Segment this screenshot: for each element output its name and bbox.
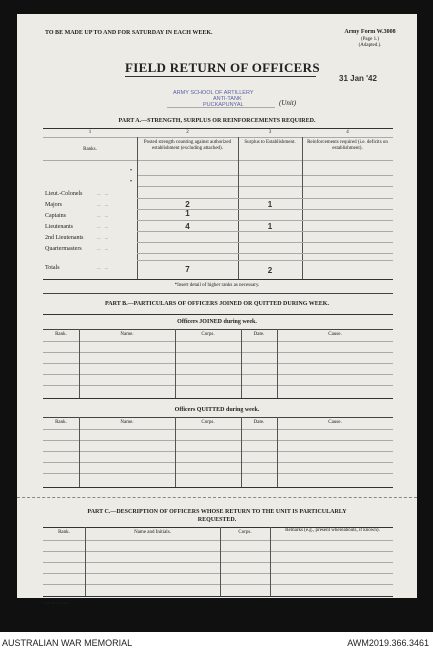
rank-lieutenants: Lieutenants [45, 224, 73, 230]
leader-dots: ... ... [97, 203, 109, 208]
leader-dots: ... ... [97, 247, 109, 252]
quitted-col-rank: Rank. [55, 420, 67, 425]
quitted-row-rule [43, 440, 393, 441]
row-rule [137, 198, 393, 199]
surplus-lieutenants: 1 [267, 222, 273, 231]
joined-col-rank: Rank. [55, 332, 67, 337]
rank-2nd-lieutenants: 2nd Lieutenants [45, 235, 84, 241]
accession-number: AWM2019.366.3461 [347, 638, 429, 648]
surplus-majors: 1 [267, 200, 273, 209]
quitted-row-rule [43, 473, 393, 474]
partc-row-rule [43, 573, 393, 574]
joined-header-top [43, 329, 393, 330]
joined-row-rule [43, 363, 393, 364]
posted-lieutenants: 4 [185, 222, 190, 231]
leader-dots: ... ... [97, 225, 109, 230]
row-rule [137, 220, 393, 221]
joined-col-cause: Cause. [328, 332, 342, 337]
quitted-bottom-rule [43, 487, 393, 488]
partc-row-rule [43, 584, 393, 585]
quitted-row-rule [43, 451, 393, 452]
col1-number: 1 [88, 130, 92, 135]
joined-col-corps: Corps. [201, 332, 215, 337]
unit-label: (Unit) [279, 99, 297, 107]
form-instruction: TO BE MADE UP TO AND FOR SATURDAY IN EACH WEEK. [45, 30, 213, 36]
joined-row-rule [43, 374, 393, 375]
joined-divider [241, 329, 242, 398]
total-surplus: 2 [267, 266, 273, 275]
joined-col-name: Name. [120, 332, 134, 337]
partc-col-corps: Corps. [238, 530, 252, 535]
joined-title: Officers JOINED during week. [177, 319, 257, 325]
part-a-title: PART A.—STRENGTH, SURPLUS OR REINFORCEMENTS REQUIRED. [118, 118, 316, 124]
joined-header-rule [43, 341, 393, 342]
part-c-title-line2: REQUESTED. [197, 517, 237, 523]
quitted-col-corps: Corps. [201, 420, 215, 425]
row-rule [137, 260, 393, 261]
joined-row-rule [43, 352, 393, 353]
partc-header-rule [43, 540, 393, 541]
asterisk-2: • [130, 179, 133, 185]
joined-bottom-rule [43, 398, 393, 399]
partc-col-remarks: Remarks (e.g., present whereabouts, if known). [285, 528, 380, 533]
rank-majors: Majors [45, 202, 62, 208]
row-rule [137, 253, 393, 254]
quitted-col-name: Name. [120, 420, 134, 425]
quitted-divider [277, 417, 278, 487]
posted-majors: 2 [185, 200, 190, 209]
row-rule [137, 231, 393, 232]
joined-divider [277, 329, 278, 398]
col3-number: 3 [268, 130, 272, 135]
form-page-label: (Page 1.) [360, 37, 380, 42]
form-title: FIELD RETURN OF OFFICERS [125, 60, 320, 75]
posted-captains: 1 [185, 209, 190, 218]
quitted-col-cause: Cause. [328, 420, 342, 425]
unit-stamp-line2: ANTI-TANK [213, 96, 242, 102]
star-row-rule-2 [137, 186, 393, 187]
form-number: Army Form W.3008 [344, 29, 396, 35]
partc-row-rule [43, 562, 393, 563]
leader-dots: ... ... [97, 236, 109, 241]
partc-col-rank: Rank. [58, 530, 70, 535]
joined-divider [175, 329, 176, 398]
star-row-rule-1 [137, 175, 393, 176]
partc-divider [85, 527, 86, 596]
part-b-top-rule [43, 293, 393, 294]
rank-quartermasters: Quartermasters [45, 246, 82, 252]
partc-divider [220, 527, 221, 596]
col-header-surplus: Surplus to Establishment. [244, 140, 296, 145]
part-c-title-line1: PART C.—DESCRIPTION OF OFFICERS WHOSE RETURN TO THE UNIT IS PARTICULARLY [87, 509, 347, 515]
form-page [17, 14, 417, 605]
partc-divider [270, 527, 271, 596]
col-header-ranks: Ranks. [83, 147, 97, 152]
title-underline [125, 76, 316, 77]
joined-divider [79, 329, 80, 398]
form-adapted-label: (Adapted.). [358, 43, 382, 48]
quitted-divider [175, 417, 176, 487]
leader-dots: ... ... [97, 214, 109, 219]
totals-label: Totals [45, 265, 60, 271]
col-divider-3 [302, 137, 303, 279]
unit-stamp-line1: ARMY SCHOOL OF ARTILLERY [173, 90, 254, 96]
part-a-bottom-rule [43, 279, 393, 280]
col2-number: 2 [186, 130, 189, 135]
partc-col-name: Name and Initials. [134, 530, 171, 535]
part-a-note: *Insert detail of higher ranks as necessary. [174, 283, 260, 288]
asterisk-1: • [130, 168, 133, 174]
col-header-posted: Posted strength counting against authorized establishment (excluding attached). [143, 140, 232, 151]
col-header-reinforcements: Reinforcements required (i.e. deficits on establishment). [307, 140, 388, 151]
quitted-divider [79, 417, 80, 487]
quitted-col-date: Date. [253, 420, 265, 425]
header-rule [43, 160, 393, 161]
joined-col-date: Date. [253, 332, 265, 337]
partc-row-rule [43, 551, 393, 552]
rank-captains: Captains [45, 213, 66, 219]
leader-dots: ... ... [97, 192, 109, 197]
col4-number: 4 [346, 130, 349, 135]
part-b-title-rule [43, 314, 393, 315]
archive-name: AUSTRALIAN WAR MEMORIAL [2, 638, 133, 648]
leader-dots: ... ... [97, 266, 109, 271]
archive-footer [0, 632, 433, 653]
part-b-title: PART B.—PARTICULARS OF OFFICERS JOINED OR QUITTED DURING WEEK. [105, 301, 329, 307]
unit-underline [167, 107, 275, 108]
row-rule [137, 242, 393, 243]
col-number-rule [43, 137, 393, 138]
quitted-header-rule [43, 429, 393, 430]
print-code: A.W. 70t 5/41 6/41 [43, 601, 70, 605]
quitted-row-rule [43, 462, 393, 463]
perforation-line [17, 497, 417, 498]
part-c-bottom-rule [43, 596, 393, 597]
return-date: 31 Jan '42 [339, 74, 377, 83]
unit-stamp-line3: PUCKAPUNYAL [203, 102, 244, 108]
quitted-title: Officers QUITTED during week. [174, 407, 260, 413]
quitted-header-top [43, 417, 393, 418]
quitted-divider [241, 417, 242, 487]
rank-lieut-colonels: Lieut.-Colonels [45, 191, 83, 197]
joined-row-rule [43, 385, 393, 386]
part-a-top-rule [43, 128, 393, 129]
total-posted: 7 [185, 265, 190, 274]
